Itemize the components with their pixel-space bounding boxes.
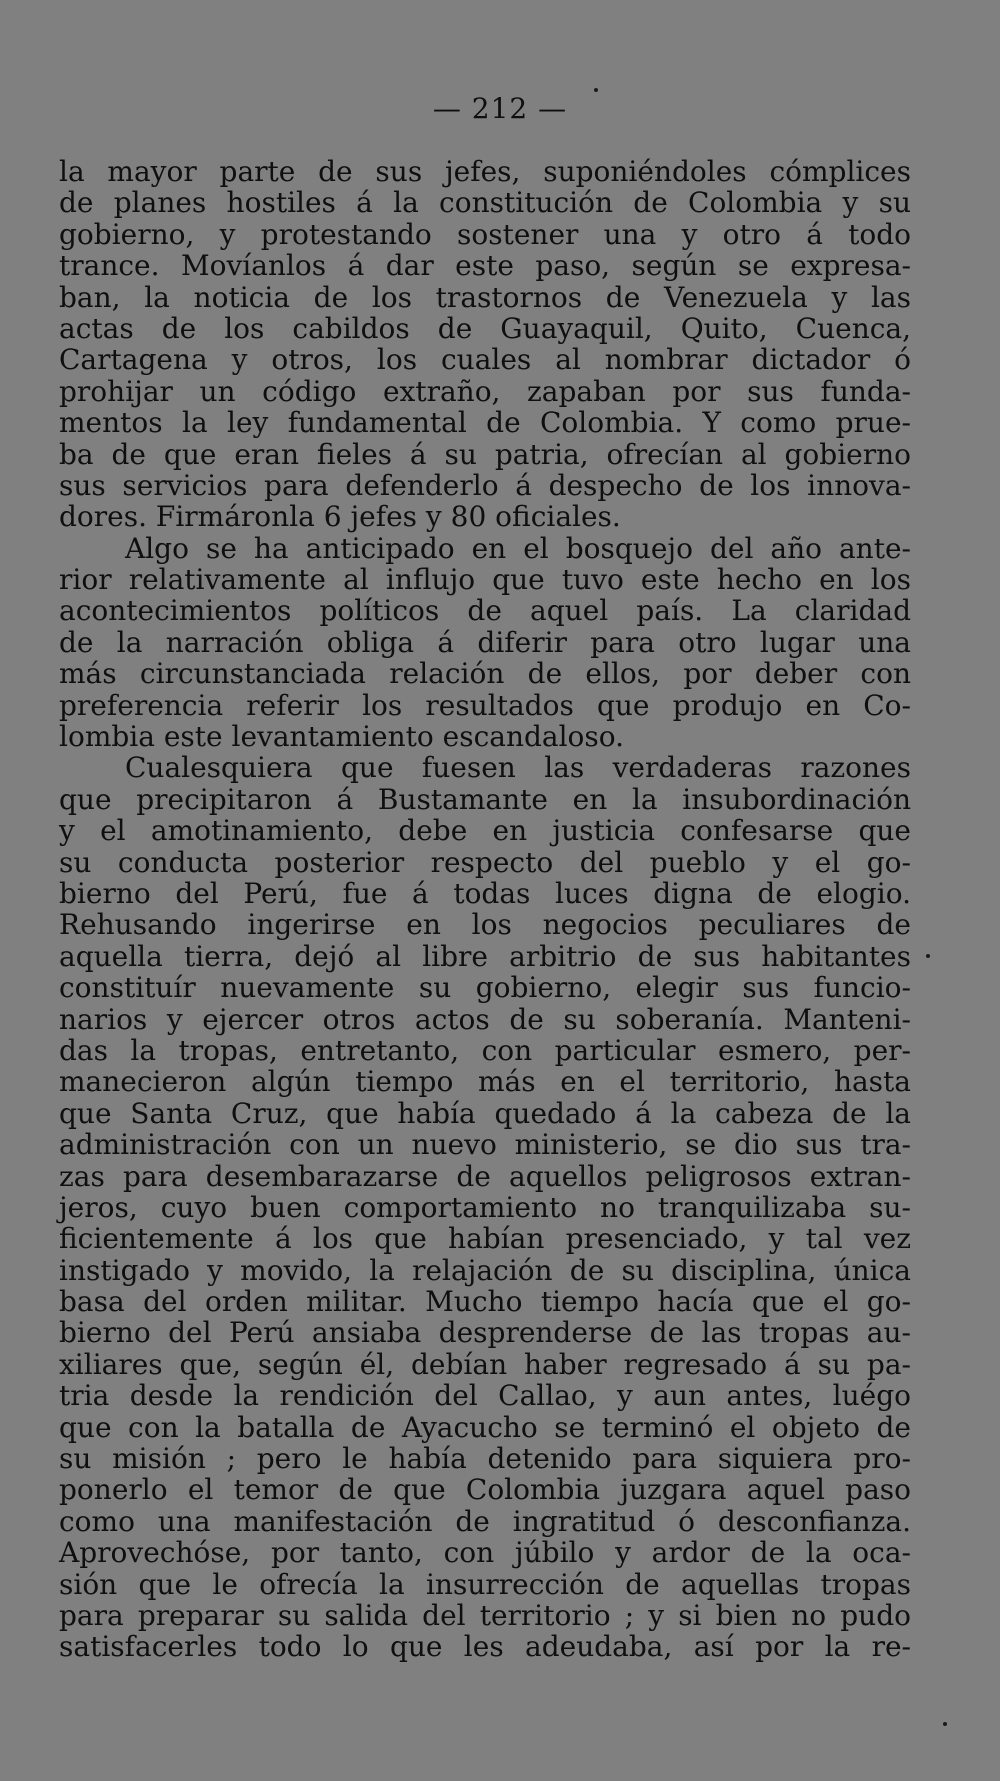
text-line: instigado y movido, la relajación de su disciplina, única — [59, 1253, 911, 1287]
text-line: preferencia referir los resultados que produjo en Co- — [59, 688, 911, 722]
text-line: más circunstanciada relación de ellos, por deber con — [59, 657, 911, 691]
text-line: mentos la ley fundamental de Colombia. Y como prue- — [59, 406, 911, 440]
text-line: Rehusando ingerirse en los negocios peculiares de — [59, 908, 911, 942]
text-line: narios y ejercer otros actos de su soberanía. Manteni- — [59, 1002, 911, 1036]
text-line: lombia este levantamiento escandaloso. — [59, 720, 625, 754]
text-line: ficientemente á los que habían presenciado, y tal vez — [59, 1222, 911, 1256]
text-line: xiliares que, según él, debían haber regresado á su pa- — [59, 1347, 911, 1381]
text-line: administración con un nuevo ministerio, se dio sus tra- — [59, 1128, 911, 1162]
text-line: bierno del Perú ansiaba desprenderse de las tropas au- — [59, 1316, 911, 1350]
text-line: jeros, cuyo buen comportamiento no tranquilizaba su- — [59, 1190, 911, 1224]
text-line: de planes hostiles á la constitución de Colombia y su — [59, 186, 911, 220]
print-speck — [594, 88, 598, 92]
text-line: rior relativamente al influjo que tuvo este hecho en los — [59, 563, 911, 597]
text-line: sión que le ofrecía la insurrección de aquellas tropas — [59, 1567, 911, 1601]
text-line: prohijar un código extraño, zapaban por sus funda- — [59, 374, 911, 408]
text-line: gobierno, y protestando sostener una y otro á todo — [59, 217, 911, 251]
text-line: ponerlo el temor de que Colombia juzgara aquel paso — [59, 1473, 911, 1507]
text-line: su misión ; pero le había detenido para siquiera pro- — [59, 1442, 911, 1476]
print-speck — [943, 1722, 947, 1726]
text-line: la mayor parte de sus jefes, suponiéndoles cómplices — [59, 155, 911, 188]
print-speck — [926, 954, 930, 958]
text-line: acontecimientos políticos de aquel país. La claridad — [59, 594, 911, 628]
text-line: das la tropas, entretanto, con particular esmero, per- — [59, 1033, 911, 1067]
text-line: como una manifestación de ingratitud ó desconfianza. — [59, 1504, 911, 1538]
text-line: manecieron algún tiempo más en el territorio, hasta — [59, 1065, 911, 1099]
text-line: sus servicios para defenderlo á despecho de los innova- — [59, 468, 911, 502]
text-line: dores. Firmáronla 6 jefes y 80 oficiales. — [59, 500, 621, 534]
text-line: ban, la noticia de los trastornos de Venezuela y las — [59, 280, 911, 314]
text-line: trance. Movíanlos á dar este paso, según se expresa- — [59, 249, 911, 283]
text-line: Aprovechóse, por tanto, con júbilo y ardor de la oca- — [59, 1536, 911, 1570]
text-line: de la narración obliga á diferir para otro lugar una — [59, 625, 911, 659]
text-line: para preparar su salida del territorio ; y si bien no pudo — [59, 1598, 911, 1632]
text-line: Algo se ha anticipado en el bosquejo del año ante- — [125, 531, 911, 565]
text-line: su conducta posterior respecto del pueblo y el go- — [59, 845, 911, 879]
text-line: que precipitaron á Bustamante en la insubordinación — [59, 782, 911, 816]
text-line: zas para desembarazarse de aquellos peligrosos extran- — [59, 1159, 911, 1193]
text-line: basa del orden militar. Mucho tiempo hacía que el go- — [59, 1285, 911, 1319]
text-line: que con la batalla de Ayacucho se terminó el objeto de — [59, 1410, 911, 1444]
text-line: actas de los cabildos de Guayaquil, Quito, Cuenca, — [59, 311, 911, 345]
text-line: ba de que eran fieles á su patria, ofrecían al gobierno — [59, 437, 911, 471]
text-line: Cartagena y otros, los cuales al nombrar dictador ó — [59, 343, 911, 377]
text-line: Cualesquiera que fuesen las verdaderas razones — [125, 751, 911, 785]
text-line: tria desde la rendición del Callao, y aun antes, luégo — [59, 1379, 911, 1413]
text-line: satisfacerles todo lo que les adeudaba, así por la re- — [59, 1630, 911, 1664]
text-line: aquella tierra, dejó al libre arbitrio de sus habitantes — [59, 939, 911, 973]
text-line: que Santa Cruz, que había quedado á la cabeza de la — [59, 1096, 911, 1130]
text-line: bierno del Perú, fue á todas luces digna de elogio. — [59, 876, 911, 910]
text-line: constituír nuevamente su gobierno, elegir sus funcio- — [59, 971, 911, 1005]
page-number: — 212 — — [432, 92, 568, 125]
text-line: y el amotinamiento, debe en justicia confesarse que — [59, 814, 911, 848]
body-text — [59, 156, 911, 1663]
